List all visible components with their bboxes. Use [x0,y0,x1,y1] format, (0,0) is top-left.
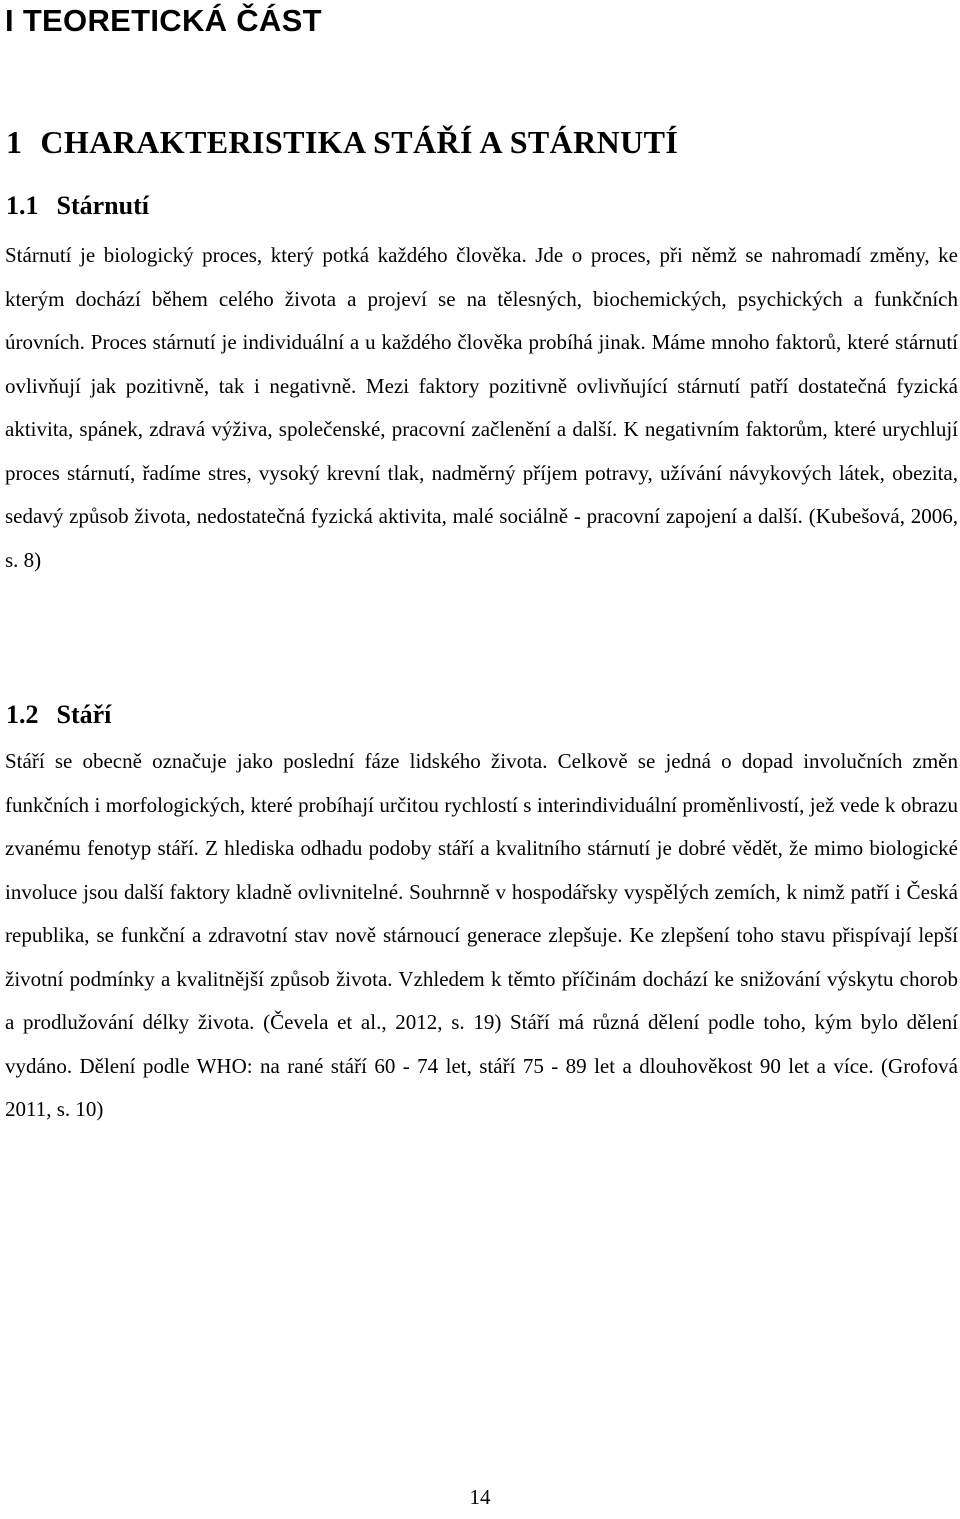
section-heading-starnuti [6,189,149,223]
part-title: I TEORETICKÁ ČÁST [5,3,322,38]
chapter-title-text: CHARAKTERISTIKA STÁŘÍ A STÁRNUTÍ [40,124,679,160]
section-title-text: Stáří [56,700,112,729]
chapter-number: 1 [6,124,23,160]
section-number: 1.1 [6,191,39,220]
section-paragraph-stari: Stáří se obecně označuje jako poslední fáze lidského života. Celkově se jedná o dopad involučních změn funkčních i morfologických, které probíhají určitou rychlostí s interindividuální proměnlivostí, jež vede k obrazu zvanému fenotyp stáří. Z hlediska odhadu podoby stáří a kvalitního stárnutí je dobré vědět, že mimo biologické involuce jsou další faktory kladně ovlivnitelné. Souhrnně v hospodářsky vyspělých zemích, k nimž patří i Česká republika, se funkční a zdravotní stav nově stárnoucí generace zlepšuje. Ke zlepšení toho stavu přispívají lepší životní podmínky a kvalitnější způsob života. Vzhledem k těmto příčinám dochází ke snižování výskytu chorob a prodlužování délky života. (Čevela et al., 2012, s. 19) Stáří má různá dělení podle toho, kým bylo dělení vydáno. Dělení podle WHO: na rané stáří 60 - 74 let, stáří 75 - 89 let a dlouhověkost 90 let a více. (Grofová 2011, s. 10) [5,749,958,1121]
page-number: 14 [469,1485,491,1509]
section-paragraph-starnuti: Stárnutí je biologický proces, který potká každého člověka. Jde o proces, při němž se nahromadí změny, ke kterým dochází během celého života a projeví se na tělesných, biochemických, psychických a funkčních úrovních. Proces stárnutí je individuální a u každého člověka probíhá jinak. Máme mnoho faktorů, které stárnutí ovlivňují jak pozitivně, tak i negativně. Mezi faktory pozitivně ovlivňující stárnutí patří dostatečná fyzická aktivita, spánek, zdravá výživa, společenské, pracovní začlenění a další. K negativním faktorům, které urychlují proces stárnutí, řadíme stres, vysoký krevní tlak, nadměrný příjem potravy, užívání návykových látek, obezita, sedavý způsob života, nedostatečná fyzická aktivita, malé sociálně - pracovní zapojení a další. (Kubešová, 2006, s. 8) [5,243,958,572]
section-title-text: Stárnutí [56,191,149,220]
chapter-title [6,122,678,162]
section-number: 1.2 [6,700,39,729]
section-heading-stari [6,698,111,732]
